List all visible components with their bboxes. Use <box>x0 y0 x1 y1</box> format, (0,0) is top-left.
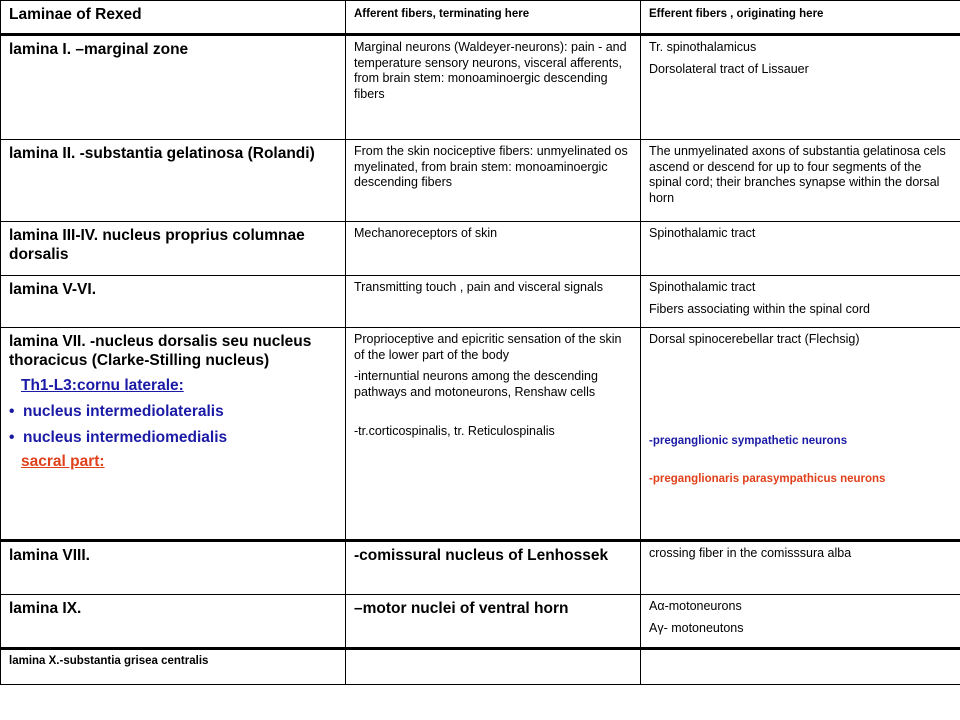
afferent-text: Proprioceptive and epicritic sensation of the skin of the lower part of the body <box>354 332 622 362</box>
afferent-text: Mechanoreceptors of skin <box>354 226 498 240</box>
sacral-part-label: sacral part: <box>21 453 105 470</box>
lamina-name: lamina X.-substantia grisea centralis <box>9 655 209 667</box>
efferent-text: Dorsal spinocerebellar tract (Flechsig) <box>649 332 860 346</box>
cornu-laterale-label: Th1-L3:cornu laterale: <box>21 377 184 394</box>
efferent-text: Aγ- motoneutons <box>649 620 744 635</box>
afferent-text <box>346 650 640 658</box>
lamina-name: lamina IX. <box>9 600 82 617</box>
header-afferent: Afferent fibers, terminating here <box>354 8 530 20</box>
efferent-text: Spinothalamic tract <box>649 226 756 240</box>
efferent-cell <box>641 36 960 81</box>
afferent-text: Marginal neurons (Waldeyer-neurons): pain - and temperature sensory neurons, visceral afferents, from brain stem: monoaminoergic descending fibers <box>354 40 627 101</box>
efferent-text: crossing fiber in the comisssura alba <box>649 546 852 560</box>
lamina-name-cell <box>1 328 345 475</box>
lamina-name: lamina VIII. <box>9 547 90 564</box>
efferent-cell <box>641 542 960 566</box>
lamina-name: lamina I. –marginal zone <box>9 41 189 58</box>
efferent-text: Fibers associating within the spinal cord <box>649 301 870 316</box>
afferent-text: From the skin nociceptive fibers: unmyelinated os myelinated, from brain stem: monoaminoergic descending fibers <box>354 144 628 189</box>
bullet-intermediolateralis: • nucleus intermediolateralis <box>9 402 339 421</box>
lamina-name: lamina III-IV. nucleus proprius columnae dorsalis <box>9 227 305 263</box>
afferent-cell <box>346 328 640 444</box>
efferent-cell <box>641 328 960 490</box>
afferent-text: -internuntial neurons among the descending pathways and motoneurons, Renshaw cells <box>354 369 598 399</box>
table-row <box>1 541 960 595</box>
afferent-text: Transmitting touch , pain and visceral signals <box>354 280 603 294</box>
efferent-text: The unmyelinated axons of substantia gelatinosa cels ascend or descend for up to four segments of the spinal cord; their branches synapse within the dorsal horn <box>649 144 946 205</box>
afferent-text: –motor nuclei of ventral horn <box>354 600 569 617</box>
table-row <box>1 276 960 328</box>
efferent-text <box>641 650 960 658</box>
afferent-cell <box>346 36 640 106</box>
table-row <box>1 649 960 685</box>
efferent-cell <box>641 140 960 210</box>
efferent-text: Dorsolateral tract of Lissauer <box>649 61 809 76</box>
afferent-cell <box>346 222 640 246</box>
efferent-text: Aα-motoneurons <box>649 599 742 613</box>
efferent-sympathetic: -preganglionic sympathetic neurons <box>649 434 848 447</box>
header-efferent: Efferent fibers , originating here <box>649 8 824 20</box>
lamina-name: lamina VII. -nucleus dorsalis seu nucleus thoracicus (Clarke-Stilling nucleus) <box>9 333 312 369</box>
afferent-text: -comissural nucleus of Lenhossek <box>354 547 609 564</box>
bullet-intermediomedialis: • nucleus intermediomedialis <box>9 428 339 447</box>
header-row <box>1 1 960 35</box>
efferent-cell <box>641 595 960 640</box>
afferent-text: -tr.corticospinalis, tr. Reticulospinalis <box>354 424 555 438</box>
table-row <box>1 222 960 276</box>
efferent-text: Spinothalamic tract <box>649 280 756 294</box>
table-row <box>1 595 960 649</box>
table-row <box>1 328 960 541</box>
lamina-name: lamina II. -substantia gelatinosa (Rolandi) <box>9 145 315 162</box>
efferent-text: Tr. spinothalamicus <box>649 40 757 54</box>
table-row <box>1 35 960 140</box>
efferent-parasympathetic: -preganglionaris parasympathicus neurons <box>649 472 886 485</box>
header-laminae: Laminae of Rexed <box>9 6 142 23</box>
afferent-cell <box>346 276 640 300</box>
efferent-cell <box>641 222 960 246</box>
efferent-cell <box>641 276 960 321</box>
afferent-cell <box>346 140 640 195</box>
lamina-name: lamina V-VI. <box>9 281 97 298</box>
table-row <box>1 140 960 222</box>
